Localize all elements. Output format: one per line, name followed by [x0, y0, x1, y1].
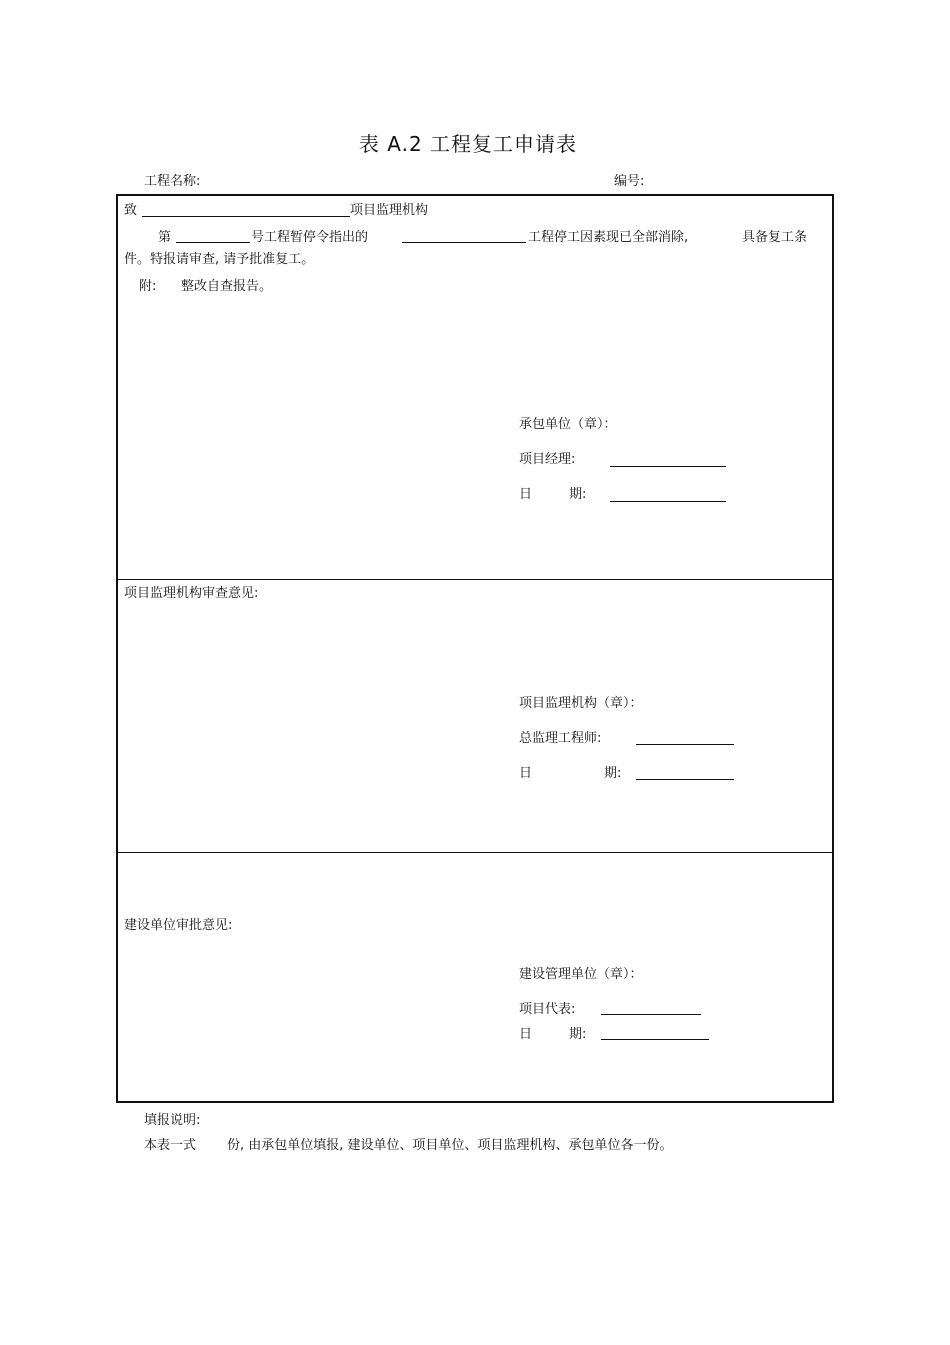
date-signature-line[interactable]: [610, 501, 726, 502]
notes-heading: 填报说明:: [144, 1113, 201, 1128]
order-end-text: 具备复工条: [742, 230, 808, 245]
section-divider-1: [118, 579, 832, 580]
section-divider-2: [118, 852, 832, 853]
date-label-char2: 期:: [604, 766, 622, 781]
request-text: 件。特报请审查, 请予批准复工。: [124, 252, 315, 267]
project-representative-signature-line[interactable]: [601, 1014, 701, 1015]
notes-text-b: 份, 由承包单位填报, 建设单位、项目单位、项目监理机构、承包单位各一份。: [227, 1138, 673, 1153]
to-suffix: 项目监理机构: [350, 203, 429, 218]
project-manager-label: 项目经理:: [519, 452, 576, 467]
attachment-text: 整改自查报告。: [181, 279, 273, 294]
chief-engineer-label: 总监理工程师:: [519, 731, 602, 746]
date-label-char1: 日: [519, 1027, 533, 1042]
order-number-blank-line[interactable]: [176, 242, 250, 243]
number-label: 编号:: [614, 174, 645, 189]
notes-text-a: 本表一式: [144, 1138, 197, 1153]
supervision-opinion-label: 项目监理机构审查意见:: [124, 586, 259, 601]
project-representative-label: 项目代表:: [519, 1002, 576, 1017]
owner-seal-label: 建设管理单位（章）：: [519, 967, 643, 982]
order-mid-text: 号工程暂停令指出的: [251, 230, 369, 245]
date-signature-line[interactable]: [601, 1039, 709, 1040]
attachment-label: 附:: [139, 279, 157, 294]
chief-engineer-signature-line[interactable]: [636, 744, 734, 745]
date-signature-line[interactable]: [636, 779, 734, 780]
project-name-label: 工程名称:: [144, 174, 201, 189]
page-title: 表 A.2 工程复工申请表: [358, 132, 578, 156]
form-frame: [116, 194, 834, 1103]
to-blank-line[interactable]: [142, 216, 350, 217]
date-label-char1: 日: [519, 487, 533, 502]
date-label-char2: 期:: [569, 1027, 587, 1042]
date-label-char2: 期:: [569, 487, 587, 502]
owner-opinion-label: 建设单位审批意见:: [124, 918, 233, 933]
stop-reason-blank-line[interactable]: [402, 242, 526, 243]
project-manager-signature-line[interactable]: [610, 466, 726, 467]
date-label-char1: 日: [519, 766, 533, 781]
order-prefix: 第: [158, 230, 172, 245]
supervision-seal-label: 项目监理机构（章）：: [519, 696, 643, 711]
order-suffix-text: 工程停工因素现已全部消除,: [528, 230, 689, 245]
contractor-seal-label: 承包单位（章）：: [519, 417, 617, 432]
to-prefix: 致: [124, 203, 138, 218]
